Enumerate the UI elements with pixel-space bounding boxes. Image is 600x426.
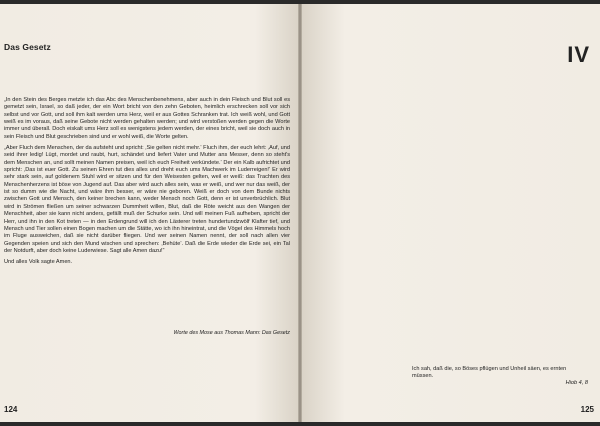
right-page [300, 0, 600, 426]
paragraph: Und alles Volk sagte Amen. [4, 259, 73, 266]
bottom-edge [0, 422, 600, 426]
running-head: Das Gesetz [4, 42, 51, 52]
top-edge [0, 0, 600, 4]
body-text [4, 97, 290, 271]
epigraph-quote: Ich sah, daß die, so Böses pflügen und Unheil säen, es ernten müssen. [412, 366, 567, 380]
page-number-left: 124 [4, 405, 18, 414]
page-number-right: 125 [580, 405, 594, 414]
book-gutter [298, 0, 302, 426]
epigraph-citation: Hiob 4, 8 [565, 380, 588, 386]
paragraph: „In den Stein des Berges metzte ich das Abc des Menschenbenehmens, aber auch in dein Fleisch und Blut soll es gemetzt sein, Israel, so daß jeder, der ein Wort bricht von den zehn Geboten, heimlich erschrecken soll vor sich selbst und vor Gott, und soll ihm kalt werden ums Herz, weil er aus Gottes Schranken trat. Ich weiß wohl, und Gott weiß es im voraus, daß seine Gebote nicht werden gehalten werden; und wird verstoßen werden gegen die Worte immer und überall. Doch eiskalt ums Herz soll es wenigstens jedem werden, der eines bricht, weil sie doch auch in sein Fleisch und Blut geschrieben sind und er wohl weiß, die Worte gelten. [4, 97, 290, 140]
source-credit: Worte des Mose aus Thomas Mann: Das Gesetz [173, 330, 290, 336]
chapter-numeral: IV [567, 42, 590, 67]
paragraph: „Aber Fluch dem Menschen, der da aufsteht und spricht: ‚Sie gelten nicht mehr.‘ Fluch ihm, der euch lehrt: ‚Auf, und seid ihrer ledig! Lügt, mordet und raubt, hurt, schändet und liefert Vater und Mutter ans Messer, denn so steht's dem Menschen an, und sollt meinen Namen preisen, weil ich euch Freiheit verkündete.‘ Der ein Kalb aufrichtet und spricht: ‚Das ist euer Gott. Zu seinen Ehren tut dies alles und dreht euch ums Machwerk im Luderreigen!‘ Er wird sehr stark sein, auf goldenem Stuhl wird er sitzen und für den Weisesten gelten, weil er weiß: das Trachten des Menschenherzens ist böse von Jugend auf. Das aber wird auch alles sein, was er weiß, und wer nur das weiß, der ist so dumm wie die Nacht, und wäre ihm besser, er wäre nie geboren. Weiß er doch von dem Bunde nichts zwischen Gott und Mensch, den keiner brechen kann, weder Mensch noch Gott, denn er ist unverbrüchlich. Blut wird in Strömen fließen um seiner schwarzen Dummheit willen, Blut, daß die Röte weicht aus den Wangen der Menschheit, aber sie kann nicht anders, gefällt muß der Schurke sein. Und will meinen Fuß aufheben, spricht der Herr, und ihn in den Kot treten — in den Erdengrund will ich den Lästerer treten hundertundzwölf Klafter tief, und Mensch und Tier sollen einen Bogen machen um die Stätte, wo ich ihn hineintrat, und die Vögel des Himmels hoch im Fluge ausweichen, daß sie nicht darüber fliegen. Und wer seinen Namen nennt, der soll nach allen vier Gegenden speien und sich den Mund wischen und sprechen: ‚Behüte‘. Daß die Erde wieder die Erde sei, ein Tal der Notdurft, aber doch keine Luderwiese. Sagt alle Amen dazu!“ [4, 145, 290, 254]
